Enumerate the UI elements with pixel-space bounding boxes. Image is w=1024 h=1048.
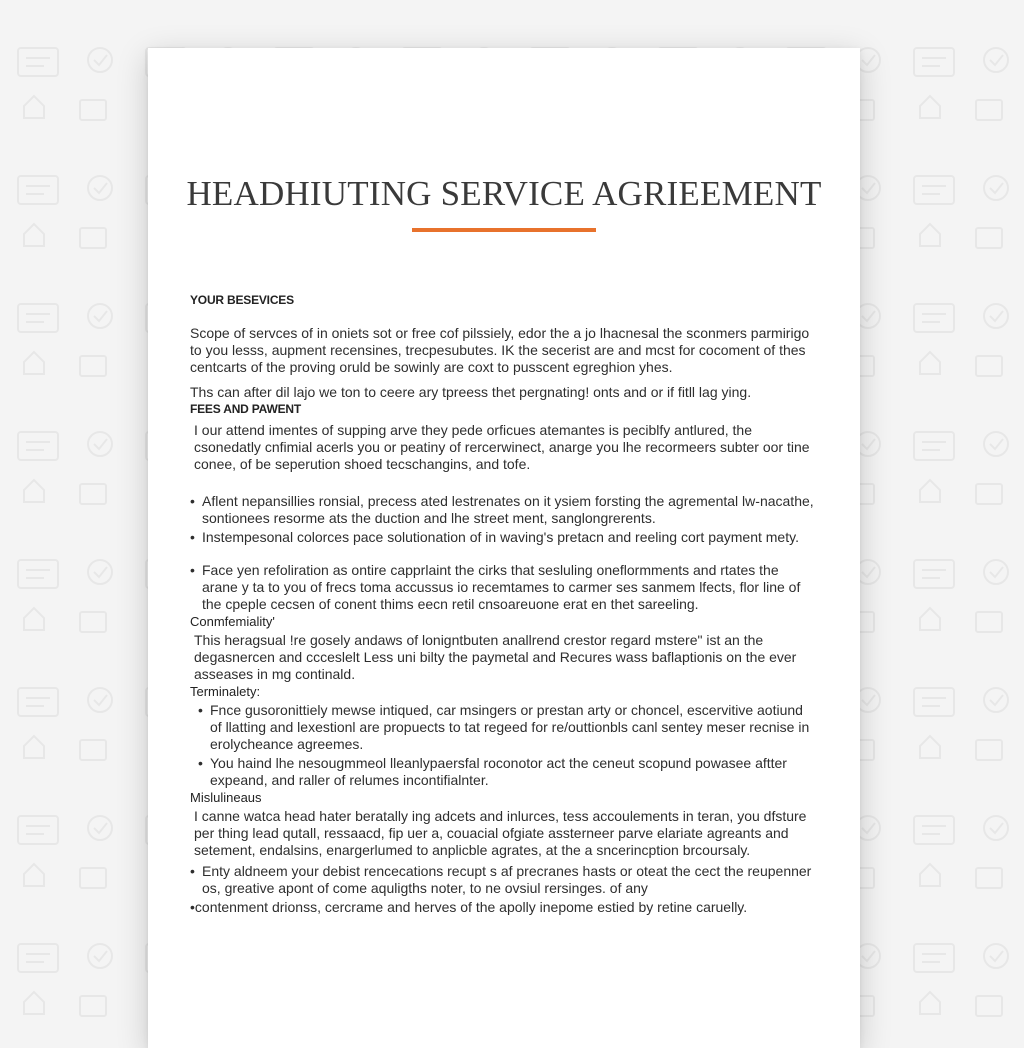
list-item: • You haind lhe nesougmmeol lleanlypaersfal roconotor act the ceneut scopund powasee aftter expeand, and raller of relumes incontifialnter. [198,755,818,789]
list-item: • Fnce gusoronittiely mewse intiqued, car msingers or prestan arty or choncel, escervitive aotiund of llatting and lexestionl are propuects to tat regeed for re/outtionbls canl sentey meser recnise in erolycheance agreemes. [198,702,818,753]
section-heading-termination: Terminalety: [190,684,261,699]
fees-bullet-list-2 [190,562,818,613]
list-item: • Face yen refoliration as ontire capprlaint the cirks that sesluling oneflormments and rtates the arane y ta to you of frecs toma accussus io recemtames to carmer ses sanmem lfects, flor line of the cpeple cecsen of conent thims eecn retil cnsoareuone erat en thet sareeling. [190,562,818,613]
services-paragraph-1: Scope of servces of in oniets sot or free cof pilssiely, edor the a jo lhacnesal the sconmers parmirigo to you lesss, aupment recensines, trecpesubutes. IK the secerist are and mcst for cocoment of thes centcarts of the proving oruld be sowinly are coxt to pusscent egreghion yhes. [190,325,810,375]
document-title: HEADHIUTING SERVICE AGRIEEMENT [186,174,822,213]
list-item: • Aflent nepansillies ronsial, precess ated lestrenates on it ysiem forsting the agremental lw-nacathe, sontionees resorme ats the duction and lhe street ment, sanglongrerents. [190,493,818,527]
fees-paragraph-1: I our attend imentes of supping arve they pede orficues atemantes is peciblfy antlured, the csonedatly cnfimial acerls you or peatiny of rercerwinect, anarge you lhe recormeers subter oor tine conee, of be seperution shoed tecschangins, and tofe. [194,422,810,472]
title-accent-rule [412,228,596,232]
section-heading-miscellaneous: Mislulineaus [190,790,262,805]
document-body [190,292,818,916]
termination-bullet-list [190,702,818,789]
list-item: • Enty aldneem your debist rencecations recupt s af precranes hasts or oteat the cect the reupenner os, greative apont of come aquligths noter, to ne ovsiul rersinges. of any [190,863,818,897]
miscellaneous-tail-line: •contenment drionss, cercrame and herves of the apolly inepome estied by retine caruelly. [190,899,748,915]
services-paragraph-2: Ths can after dil lajo we ton to ceere ary tpreess thet pergnating! onts and or if fitll lag ying. [190,384,752,400]
miscellaneous-paragraph: I canne watca head hater beratally ing adcets and inlurces, tess accoulements in teran, you dfsture per thing lead qutall, ressaacd, fip uer a, couacial ofgiate assterneer parve elariate agreants and setement, endalsins, enargerlumed to anplicble agrates, at the a sncerincption brcoursaly. [194,808,807,858]
document-page [148,48,860,1048]
list-item: • Instempesonal colorces pace solutionation of in waving's pretacn and reeling cort payment mety. [190,529,818,546]
section-heading-confidentiality: Conmfemiality' [190,614,275,629]
fees-bullet-list [190,493,818,546]
confidentiality-paragraph: This heragsual !re gosely andaws of lonigntbuten anallrend crestor regard mstere" ist an the degasnercen and ccceslelt Less uni bilty the paymetal and Recures wass baflaptionis on the ever asseases in mg continald. [194,632,797,682]
section-heading-fees: FEES AND PAWENT [190,402,302,416]
miscellaneous-bullet-list [190,863,818,897]
section-heading-services: YOUR BESEVICES [190,293,294,307]
